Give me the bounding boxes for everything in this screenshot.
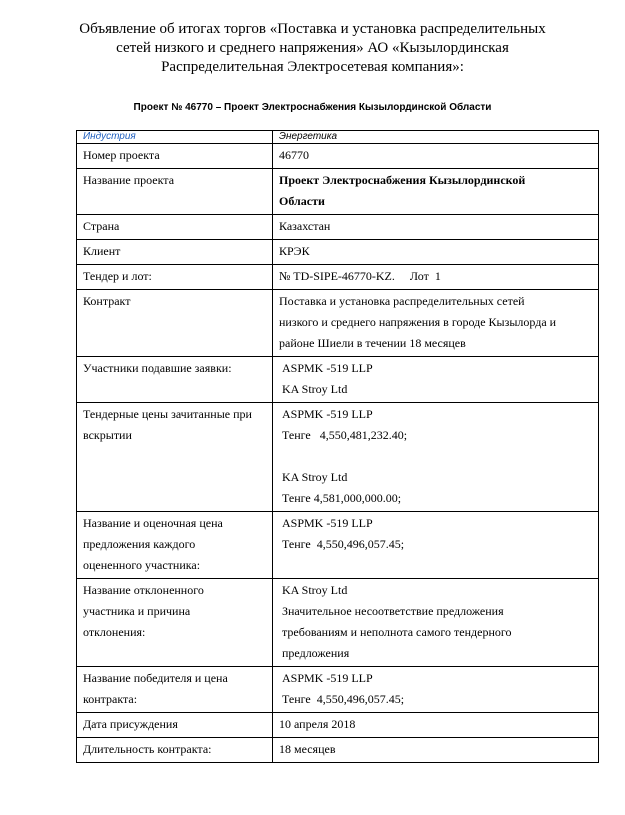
bid-bidder-2: KA Stroy Ltd xyxy=(282,470,348,484)
bid-prices-label xyxy=(77,403,273,512)
bid-spacer xyxy=(279,446,592,467)
tender-info-table xyxy=(76,130,599,763)
rejected-label-line-3: отклонения: xyxy=(83,625,146,639)
evaluated-label-line-1: Название и оценочная цена xyxy=(83,516,223,530)
bid-price-1: Тенге 4,550,481,232.40; xyxy=(282,428,408,442)
table-row-contract xyxy=(77,290,599,357)
rejected-reason-line-3: предложения xyxy=(282,646,350,660)
tender-label: Тендер и лот: xyxy=(77,265,273,290)
project-name-value xyxy=(273,169,599,215)
rejected-value xyxy=(273,579,599,667)
award-date-value: 10 апреля 2018 xyxy=(273,713,599,738)
contract-value xyxy=(273,290,599,357)
project-name-line-2: Области xyxy=(279,194,325,208)
table-row-bid-prices xyxy=(77,403,599,512)
table-row-project-number xyxy=(77,144,599,169)
contract-label: Контракт xyxy=(77,290,273,357)
rejected-label xyxy=(77,579,273,667)
rejected-reason-line-2: требованиям и неполнота самого тендерного xyxy=(282,625,512,639)
title-line-1: Объявление об итогах торгов «Поставка и установка распределительных xyxy=(79,21,546,37)
table-row-rejected xyxy=(77,579,599,667)
bid-prices-value xyxy=(273,403,599,512)
announcement-title xyxy=(60,20,565,77)
evaluated-value xyxy=(273,512,599,579)
industry-label: Индустрия xyxy=(77,131,273,144)
participant-2: KA Stroy Ltd xyxy=(282,382,348,396)
table-row-duration xyxy=(77,738,599,763)
winner-bidder: ASPMK -519 LLP xyxy=(282,671,373,685)
rejected-reason-line-1: Значительное несоответствие предложения xyxy=(282,604,504,618)
country-label: Страна xyxy=(77,215,273,240)
participant-1: ASPMK -519 LLP xyxy=(282,361,373,375)
industry-value: Энергетика xyxy=(273,131,599,144)
table-row-participants xyxy=(77,357,599,403)
participants-value xyxy=(273,357,599,403)
winner-label-line-1: Название победителя и цена xyxy=(83,671,228,685)
evaluated-price: Тенге 4,550,496,057.45; xyxy=(282,537,405,551)
table-row-award-date xyxy=(77,713,599,738)
bid-price-2: Тенге 4,581,000,000.00; xyxy=(282,491,402,505)
client-value: КРЭК xyxy=(273,240,599,265)
table-row-project-name xyxy=(77,169,599,215)
duration-label: Длительность контракта: xyxy=(77,738,273,763)
project-number-value: 46770 xyxy=(273,144,599,169)
table-row-evaluated xyxy=(77,512,599,579)
winner-label xyxy=(77,667,273,713)
project-name-label: Название проекта xyxy=(77,169,273,215)
rejected-label-line-2: участника и причина xyxy=(83,604,191,618)
evaluated-label xyxy=(77,512,273,579)
evaluated-label-line-2: предложения каждого xyxy=(83,537,196,551)
bid-prices-label-line-2: вскрытии xyxy=(83,428,132,442)
rejected-bidder: KA Stroy Ltd xyxy=(282,583,348,597)
contract-line-1: Поставка и установка распределительных сетей xyxy=(279,294,525,308)
contract-line-3: районе Шиели в течении 18 месяцев xyxy=(279,336,466,350)
rejected-label-line-1: Название отклоненного xyxy=(83,583,204,597)
winner-price: Тенге 4,550,496,057.45; xyxy=(282,692,405,706)
duration-value: 18 месяцев xyxy=(273,738,599,763)
evaluated-bidder: ASPMK -519 LLP xyxy=(282,516,373,530)
winner-label-line-2: контракта: xyxy=(83,692,138,706)
tender-value: № TD-SIPE-46770-KZ. Лот 1 xyxy=(273,265,599,290)
participants-label: Участники подавшие заявки: xyxy=(77,357,273,403)
winner-value xyxy=(273,667,599,713)
table-row-client xyxy=(77,240,599,265)
project-number-label: Номер проекта xyxy=(77,144,273,169)
contract-line-2: низкого и среднего напряжения в городе Кызылорда и xyxy=(279,315,557,329)
award-date-label: Дата присуждения xyxy=(77,713,273,738)
title-line-3: Распределительная Электросетевая компания»: xyxy=(161,59,464,75)
evaluated-label-line-3: оцененного участника: xyxy=(83,558,201,572)
project-name-line-1: Проект Электроснабжения Кызылординской xyxy=(279,173,526,187)
table-row-industry xyxy=(77,131,599,144)
bid-prices-label-line-1: Тендерные цены зачитанные при xyxy=(83,407,252,421)
bid-bidder-1: ASPMK -519 LLP xyxy=(282,407,373,421)
table-row-country xyxy=(77,215,599,240)
project-subtitle: Проект № 46770 – Проект Электроснабжения Кызылординской Области xyxy=(133,102,492,113)
client-label: Клиент xyxy=(77,240,273,265)
table-row-winner xyxy=(77,667,599,713)
country-value: Казахстан xyxy=(273,215,599,240)
table-row-tender xyxy=(77,265,599,290)
title-line-2: сетей низкого и среднего напряжения» АО «Кызылординская xyxy=(116,40,509,56)
